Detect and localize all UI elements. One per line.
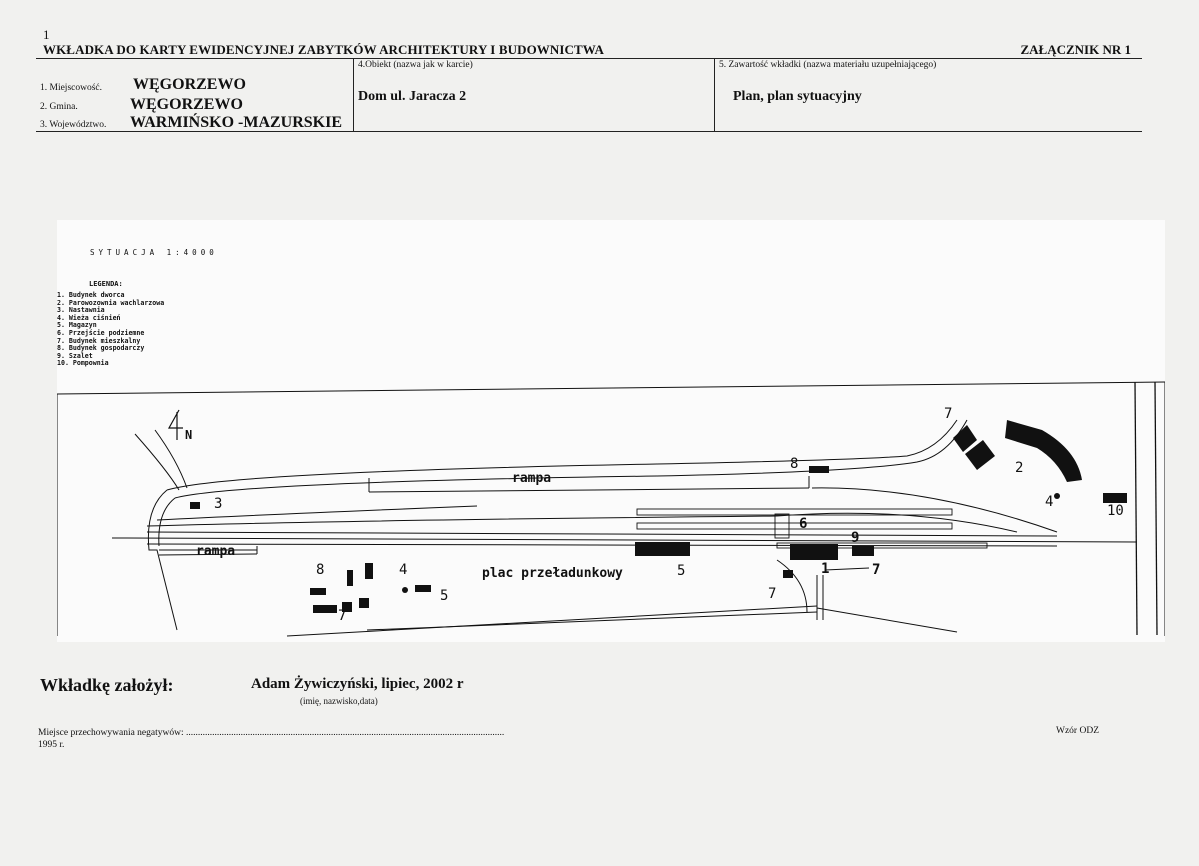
legend-item: 6. Przejście podziemne: [57, 328, 145, 337]
negatives-location: Miejsce przechowywania negatywów: ......................................................................................................................................: [38, 728, 505, 738]
locality-label: 1. Miejscowość.: [40, 83, 103, 93]
plan-number-4: 4: [1045, 494, 1054, 510]
legend-item: 3. Nastawnia: [57, 306, 105, 315]
plan-number-3: 3: [214, 496, 223, 512]
object-label: 4.Obiekt (nazwa jak w karcie): [358, 60, 473, 70]
buildings: [190, 420, 1127, 613]
plan-number-10: 10: [1107, 503, 1124, 519]
form-divider-1: [353, 58, 354, 132]
plan-number-9: 9: [851, 530, 860, 546]
legend-item: 10. Pompownia: [57, 359, 109, 368]
building-8-upper: [809, 466, 829, 473]
legend-item: 4. Wieża ciśnień: [57, 313, 121, 322]
plan-number-5: 5: [440, 588, 449, 604]
annex-label: ZAŁĄCZNIK NR 1: [1020, 42, 1131, 57]
north-label: N: [185, 428, 193, 442]
plan-number-2: 2: [1015, 460, 1024, 476]
legend-item: 9. Szalet: [57, 351, 93, 360]
road-west: [135, 430, 257, 630]
plan-number-8: 8: [316, 562, 325, 578]
plan-number-8: 8: [790, 456, 799, 472]
building-5-east: [635, 542, 690, 556]
building-10: [1103, 493, 1127, 503]
building-7-mid: [783, 570, 793, 578]
founder-note: (imię, nazwisko,data): [300, 696, 378, 706]
building-4-lower: [402, 587, 408, 593]
template-label: Wzór ODZ: [1056, 726, 1099, 736]
plan-number-7: 7: [338, 608, 347, 624]
building-7-lower: [359, 598, 369, 608]
locality-field: [40, 76, 350, 96]
building-3: [190, 502, 200, 509]
legend-item: 8. Budynek gospodarczy: [57, 344, 145, 353]
commune-field: [40, 96, 350, 116]
road-east: [1135, 382, 1137, 635]
plan-number-7: 7: [944, 406, 953, 422]
plan-number-4: 4: [399, 562, 408, 578]
voivodeship-value: WARMIŃSKO -MAZURSKIE: [130, 114, 343, 131]
pointer-line: [825, 568, 869, 570]
legend-item: 1. Budynek dworca: [57, 291, 125, 299]
plan-number-7: 7: [768, 586, 777, 602]
plac-label: plac przeładunkowy: [482, 566, 623, 581]
north-arrow-icon: [169, 410, 183, 440]
scale-title: SYTUACJA 1:4000: [90, 248, 218, 257]
content-label: 5. Zawartość wkładki (nazwa materiału uzupełniającego): [719, 60, 937, 70]
legend-item: 7. Budynek mieszkalny: [57, 336, 141, 345]
railway-tracks: [112, 506, 1137, 546]
voivodeship-label: 3. Województwo.: [40, 120, 107, 130]
building-5-lower: [415, 585, 431, 592]
building-4-east: [1054, 493, 1060, 499]
plan-number-5: 5: [677, 563, 686, 579]
map-frame-top: [57, 382, 1165, 394]
building-8-lower: [310, 588, 326, 595]
building-7-lower: [313, 605, 337, 613]
voivodeship-field: [40, 114, 350, 134]
legend-title: LEGENDA:: [89, 280, 123, 288]
card-title: WKŁADKA DO KARTY EWIDENCYJNEJ ZABYTKÓW ARCHITEKTURY I BUDOWNICTWA: [43, 42, 604, 57]
form-top-line: [36, 58, 1142, 59]
building-8-lower: [347, 570, 353, 586]
plan-number-7: 7: [872, 562, 881, 578]
legend-item: 2. Parowozownia wachlarzowa: [57, 298, 165, 307]
plan-number-1: 1: [821, 561, 830, 577]
content-value: Plan, plan sytuacyjny: [733, 89, 862, 104]
site-plan: [57, 220, 1165, 642]
negatives-year: 1995 r.: [38, 740, 65, 750]
form-divider-2: [714, 58, 715, 132]
plan-number-6: 6: [799, 516, 808, 532]
page-number: 1: [43, 27, 50, 42]
commune-label: 2. Gmina.: [40, 102, 78, 112]
lower-ramp-label: rampa: [196, 544, 236, 559]
object-value: Dom ul. Jaracza 2: [358, 89, 467, 104]
locality-value: WĘGORZEWO: [133, 76, 246, 93]
building-1: [790, 544, 838, 560]
legend-item: 5. Magazyn: [57, 321, 97, 330]
building-9: [852, 546, 874, 556]
road-east: [1155, 382, 1157, 635]
commune-value: WĘGORZEWO: [130, 96, 243, 113]
building-8-lower: [365, 563, 373, 579]
upper-ramp-label: rampa: [512, 471, 552, 486]
founder-label: Wkładkę założył:: [40, 675, 174, 695]
founder-value: Adam Żywiczyński, lipiec, 2002 r: [251, 676, 464, 692]
